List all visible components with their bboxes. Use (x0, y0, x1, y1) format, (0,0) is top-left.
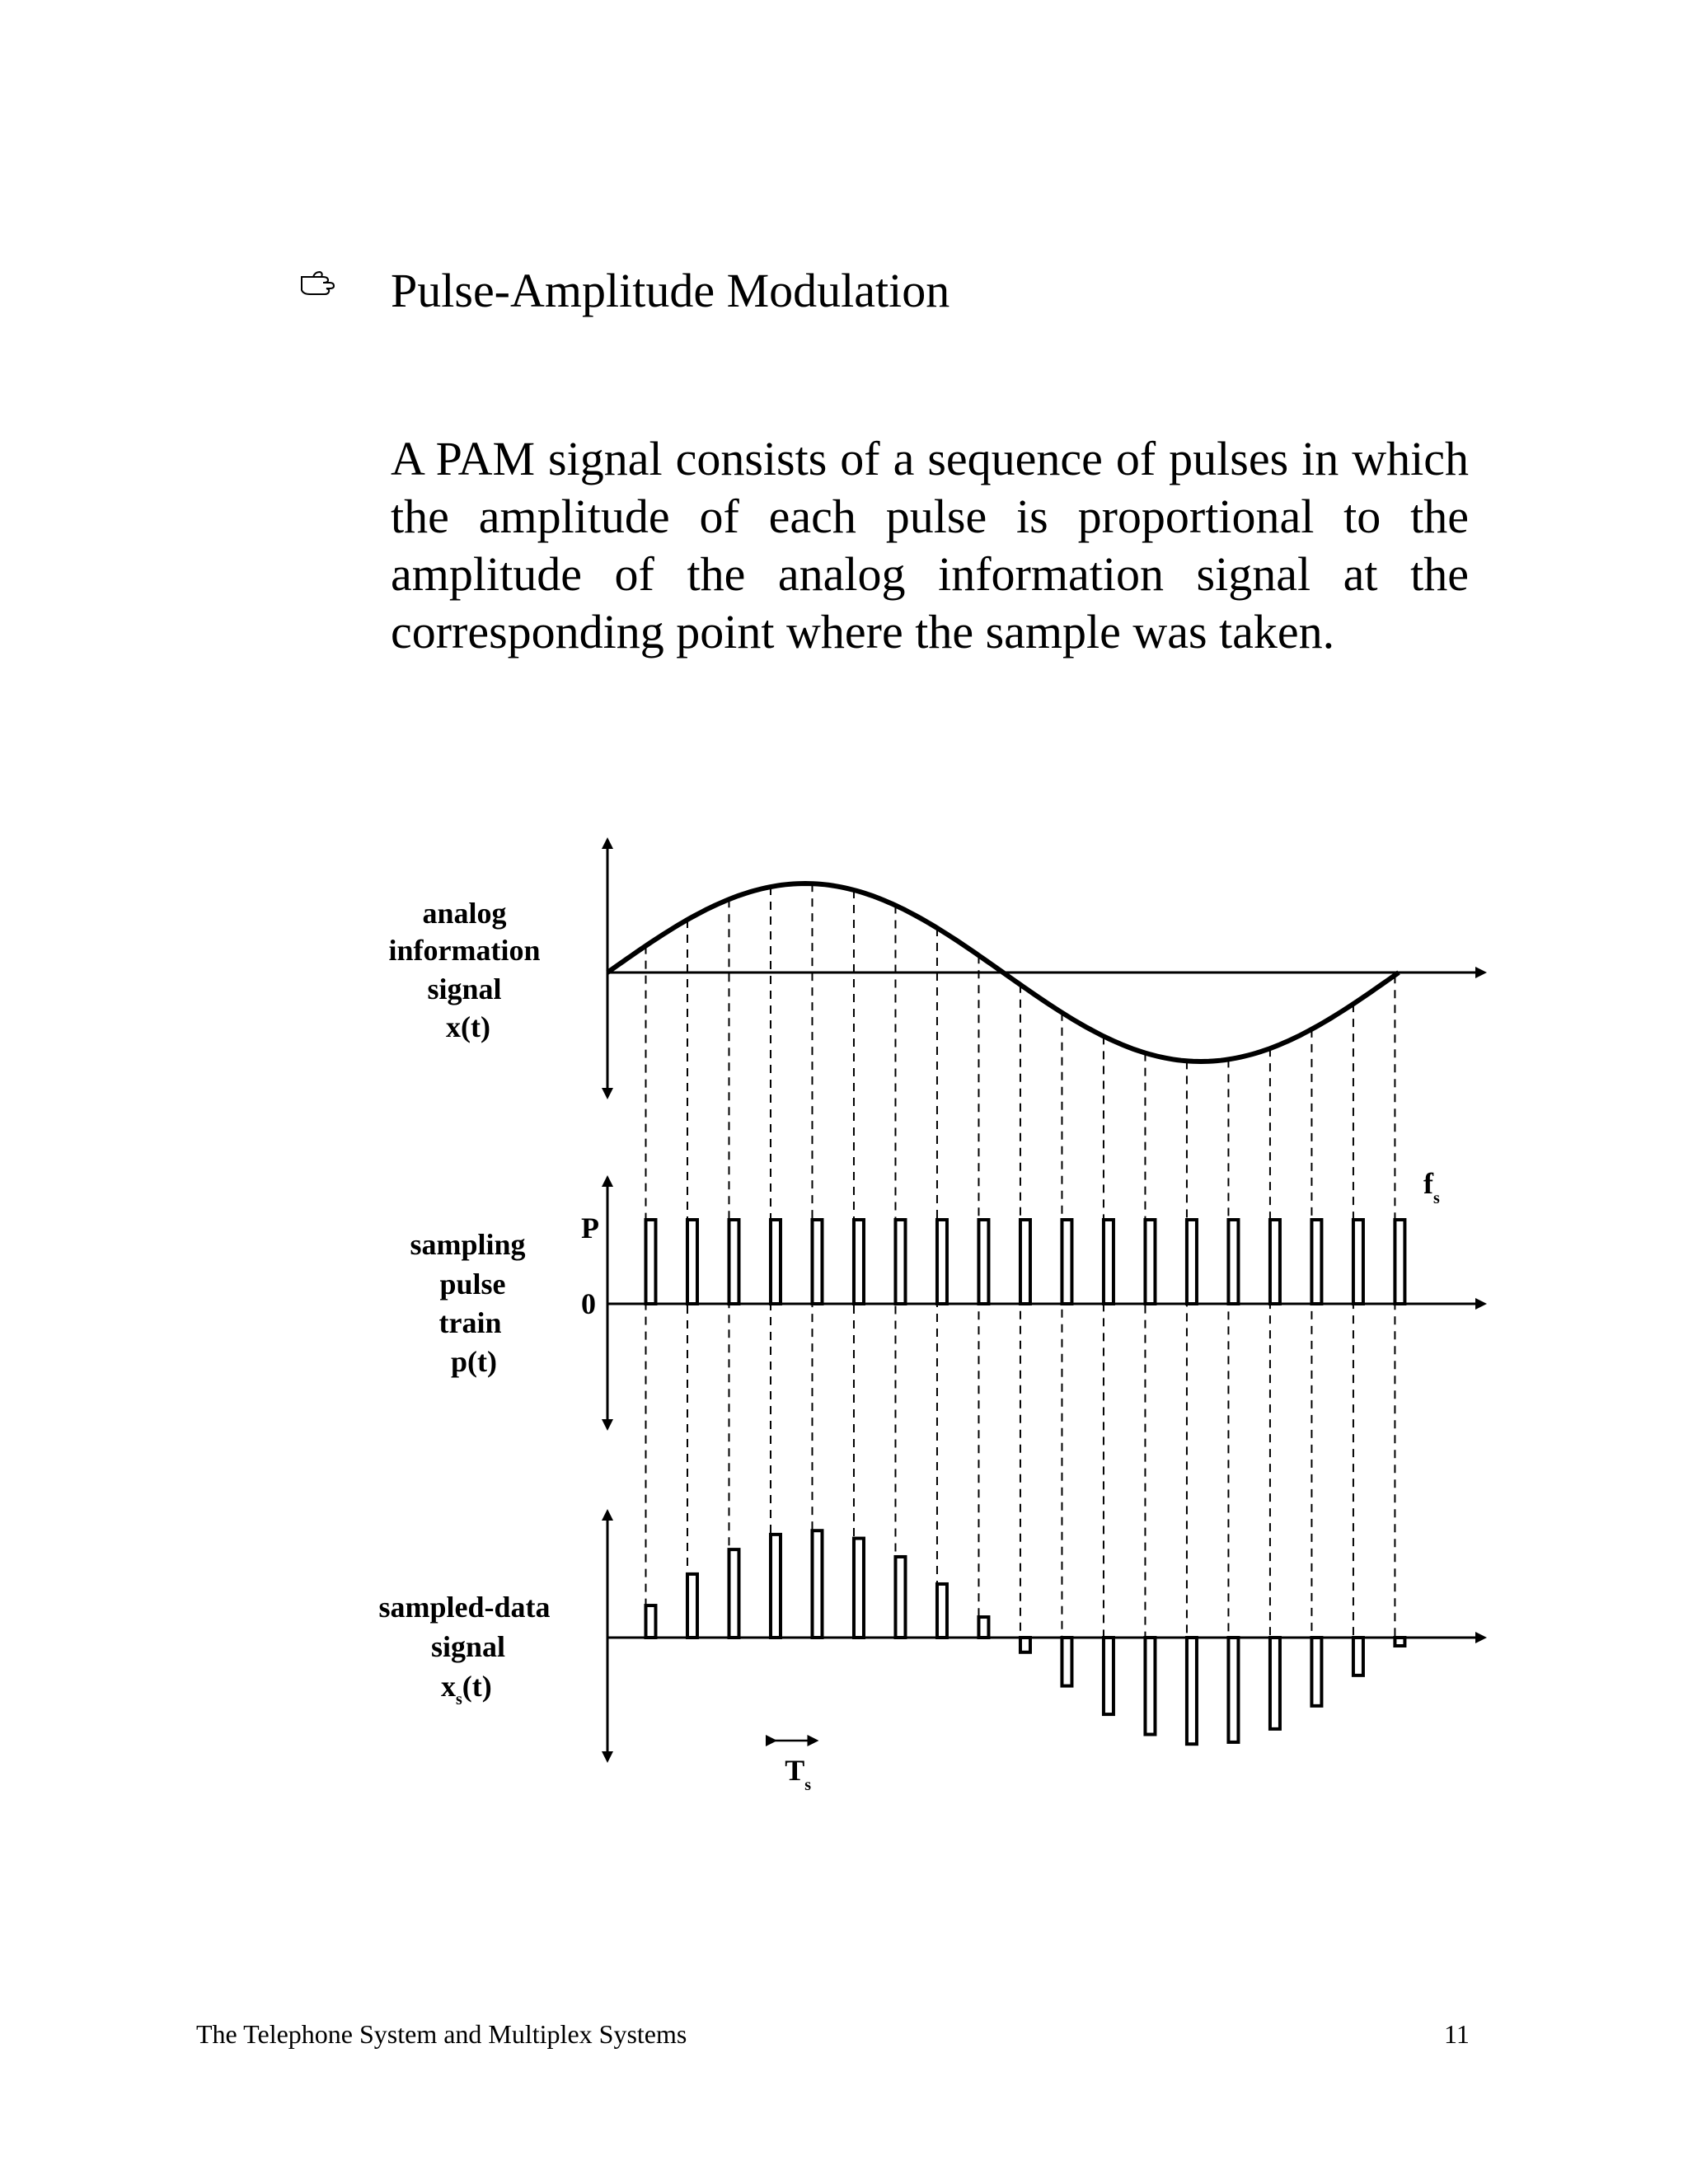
sampling-pulse (812, 1220, 822, 1304)
sampled-pulse (1353, 1638, 1363, 1675)
sampling-pulse (645, 1220, 655, 1304)
sampled-pulse (1311, 1638, 1321, 1706)
sampled-pulse (812, 1530, 822, 1638)
sampled-pulse (854, 1539, 864, 1638)
sampling-pulse (854, 1220, 864, 1304)
section-heading: Pulse-Amplitude Modulation (391, 264, 950, 317)
sampling-pulse (687, 1220, 697, 1304)
sampling-pulse (1020, 1220, 1030, 1304)
sampled-pulse (978, 1617, 988, 1638)
sampling-pulse (1062, 1220, 1071, 1304)
sampled-pulse (1104, 1638, 1114, 1714)
sampled-pulse (1395, 1638, 1404, 1646)
page-number: 11 (1444, 2019, 1470, 2049)
sampling-pulse (1395, 1220, 1404, 1304)
sample-period-label: $T_s$ (785, 1754, 812, 1794)
sampling-pulse (1145, 1220, 1155, 1304)
sampling-pulse (1311, 1220, 1321, 1304)
sampling-pulse (937, 1220, 947, 1304)
sampled-label: sampled-data signal (378, 1591, 551, 1663)
analog-label: analog information signal x(t) (388, 897, 541, 1043)
sampling-pulses (645, 1220, 1404, 1304)
sampled-pulse (771, 1535, 781, 1638)
level-p-label: P (581, 1212, 599, 1244)
sampled-function-label: $x_s(t)$ (441, 1670, 492, 1708)
sampled-pulse (1228, 1638, 1238, 1742)
level-zero-label: 0 (581, 1287, 596, 1320)
sampling-frequency-label: $f_s$ (1423, 1167, 1440, 1207)
pulse-label: sampling pulse train p(t) (410, 1228, 526, 1378)
sampling-pulse (978, 1220, 988, 1304)
sampling-pulse (729, 1220, 738, 1304)
sampled-pulse (1020, 1638, 1030, 1652)
sampling-pulse (771, 1220, 781, 1304)
sampled-pulse (645, 1605, 655, 1638)
body-paragraph: A PAM signal consists of a sequence of pulses in which the amplitude of each pulse is proportional to the amplitude of the analog information signal at the corresponding point where the sample was taken. (391, 432, 1469, 658)
sampled-pulse (895, 1557, 905, 1638)
sampled-pulse (937, 1584, 947, 1638)
sampling-pulse (1104, 1220, 1114, 1304)
sampling-pulse (1270, 1220, 1280, 1304)
sampled-pulse (1145, 1638, 1155, 1734)
analog-axes (607, 841, 1484, 1096)
sampling-pulse (1187, 1220, 1197, 1304)
sampled-pulse (729, 1549, 738, 1638)
sampled-pulse (1062, 1638, 1071, 1686)
sampled-pulse (1270, 1638, 1280, 1729)
sampling-pulse (895, 1220, 905, 1304)
footer-title: The Telephone System and Multiplex Systems (196, 2019, 687, 2049)
sampled-pulse (1187, 1638, 1197, 1744)
sampled-pulse (687, 1574, 697, 1638)
sampling-pulse (1353, 1220, 1363, 1304)
sampling-pulse (1228, 1220, 1238, 1304)
